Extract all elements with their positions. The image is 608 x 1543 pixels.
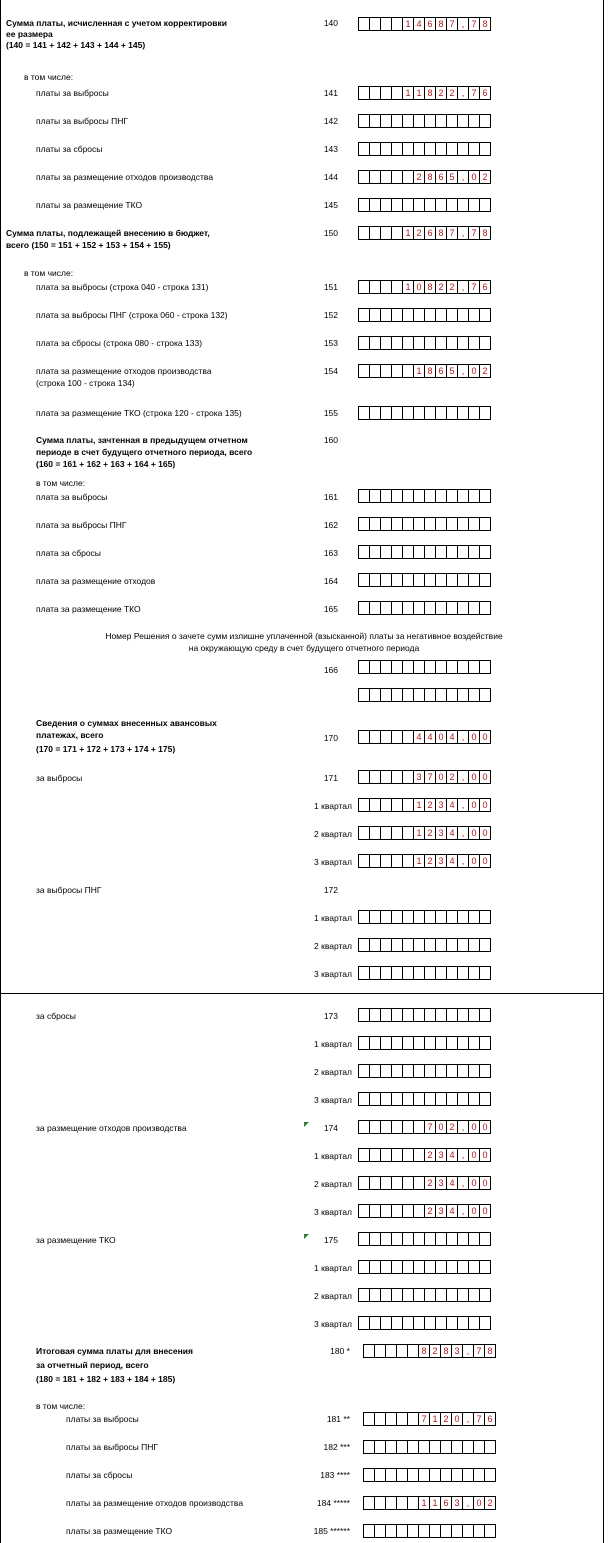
amount-field-r181[interactable] [363, 1412, 495, 1426]
digit-cell[interactable]: 2 [424, 1176, 436, 1190]
digit-cell[interactable]: 8 [424, 86, 436, 100]
line-code-r172q2: 2 квартал [314, 941, 352, 951]
line-code-r173q2: 2 квартал [314, 1067, 352, 1077]
digit-cell[interactable]: 2 [424, 1204, 436, 1218]
row-label-r154: плата за размещение отходов производства [36, 366, 212, 376]
digit-cell[interactable]: , [457, 854, 469, 868]
amount-field-r140[interactable] [358, 17, 490, 31]
digit-cell[interactable]: 0 [473, 1496, 485, 1510]
digit-cell[interactable]: 1 [413, 364, 425, 378]
amount-field-r172q2[interactable] [358, 938, 490, 952]
digit-cell[interactable]: 4 [446, 730, 458, 744]
digit-cell[interactable]: 8 [435, 17, 447, 31]
digit-cell[interactable]: 6 [435, 170, 447, 184]
amount-field-r151[interactable] [358, 280, 490, 294]
amount-field-r171q3[interactable] [358, 854, 490, 868]
page-border-left [0, 0, 1, 1543]
row-label-r151: плата за выбросы (строка 040 - строка 131) [36, 282, 209, 292]
digit-cell[interactable]: , [462, 1412, 474, 1426]
digit-cell[interactable]: 2 [435, 86, 447, 100]
row-label-r181: платы за выбросы [66, 1414, 139, 1424]
digit-cell[interactable] [479, 489, 491, 503]
line-code-r152: 152 [323, 310, 338, 320]
row-label-r142: платы за выбросы ПНГ [36, 116, 128, 126]
row-label-r172: за выбросы ПНГ [36, 885, 102, 895]
digit-cell[interactable]: 7 [424, 770, 436, 784]
amount-field-r172q3[interactable] [358, 966, 490, 980]
row-label-r164: плата за размещение отходов [36, 576, 156, 586]
row-label-r152: плата за выбросы ПНГ (строка 060 - строка 132) [36, 310, 228, 320]
line-code-r163: 163 [323, 548, 338, 558]
digit-cell[interactable]: 7 [418, 1412, 430, 1426]
line-code-r174q1: 1 квартал [314, 1151, 352, 1161]
line-code-r171q2: 2 квартал [314, 829, 352, 839]
line-code-r164: 164 [323, 576, 338, 586]
line-code-r172: 172 [323, 885, 338, 895]
line-code-r142: 142 [323, 116, 338, 126]
digit-cell[interactable]: 2 [424, 1148, 436, 1162]
digit-cell[interactable]: 8 [440, 1344, 452, 1358]
digit-cell[interactable] [479, 910, 491, 924]
digit-cell[interactable]: , [457, 770, 469, 784]
digit-cell[interactable]: 0 [468, 1204, 480, 1218]
amount-field-r154[interactable] [358, 364, 490, 378]
line-code-r141: 141 [323, 88, 338, 98]
row-label-r155: плата за размещение ТКО (строка 120 - строка 135) [36, 408, 242, 418]
row-label-r161: плата за выбросы [36, 492, 108, 502]
amount-field-r175q1[interactable] [358, 1260, 490, 1274]
row-label-r163: плата за сбросы [36, 548, 101, 558]
digit-cell[interactable]: 1 [429, 1412, 441, 1426]
digit-cell[interactable]: , [457, 280, 469, 294]
digit-cell[interactable]: 0 [468, 1120, 480, 1134]
row-label-r141: платы за выбросы [36, 88, 109, 98]
digit-cell[interactable]: 8 [424, 280, 436, 294]
digit-cell[interactable]: , [457, 1204, 469, 1218]
digit-cell[interactable]: 1 [402, 17, 414, 31]
amount-field-r145[interactable] [358, 198, 490, 212]
digit-cell[interactable]: 0 [413, 280, 425, 294]
digit-cell[interactable]: 4 [446, 1148, 458, 1162]
digit-cell[interactable]: 2 [424, 826, 436, 840]
digit-cell[interactable] [479, 1008, 491, 1022]
amount-field-r166b[interactable] [358, 688, 490, 702]
digit-cell[interactable]: , [457, 86, 469, 100]
row-label-r175: за размещение ТКО [36, 1235, 116, 1245]
amount-field-r143[interactable] [358, 142, 490, 156]
row-label-r183: платы за сбросы [66, 1470, 133, 1480]
amount-field-r163[interactable] [358, 545, 490, 559]
digit-cell[interactable]: 3 [435, 798, 447, 812]
row-label-r180: за отчетный период, всего [36, 1360, 149, 1370]
amount-field-r150[interactable] [358, 226, 490, 240]
digit-cell[interactable] [479, 142, 491, 156]
digit-cell[interactable] [479, 198, 491, 212]
line-code-r175: 175 [323, 1235, 338, 1245]
digit-cell[interactable]: 3 [451, 1344, 463, 1358]
amount-field-r171q1[interactable] [358, 798, 490, 812]
digit-cell[interactable] [479, 1288, 491, 1302]
comment-marker-175 [304, 1234, 309, 1239]
line-code-r170: 170 [323, 733, 338, 743]
row-label-r150sub: в том числе: [24, 268, 74, 278]
page-border-right [603, 0, 604, 1543]
line-code-r174q2: 2 квартал [314, 1179, 352, 1189]
digit-cell[interactable]: 0 [435, 770, 447, 784]
row-label-r143: платы за сбросы [36, 144, 103, 154]
line-code-r155: 155 [323, 408, 338, 418]
digit-cell[interactable]: 1 [402, 86, 414, 100]
amount-field-r174[interactable] [358, 1120, 490, 1134]
digit-cell[interactable]: , [457, 170, 469, 184]
amount-field-r174q1[interactable] [358, 1148, 490, 1162]
amount-field-r184[interactable] [363, 1496, 495, 1510]
digit-cell[interactable]: 7 [473, 1412, 485, 1426]
row-label-r160: (160 = 161 + 162 + 163 + 164 + 165) [36, 459, 176, 469]
digit-cell[interactable]: 2 [429, 1344, 441, 1358]
digit-cell[interactable]: 3 [435, 1204, 447, 1218]
line-code-r180: 180 * [330, 1346, 350, 1356]
digit-cell[interactable]: 4 [413, 730, 425, 744]
row-label-r173: за сбросы [36, 1011, 76, 1021]
digit-cell[interactable]: 0 [468, 798, 480, 812]
row-label-r174: за размещение отходов производства [36, 1123, 187, 1133]
amount-field-r171[interactable] [358, 770, 490, 784]
digit-cell[interactable]: 1 [402, 226, 414, 240]
digit-cell[interactable]: 2 [446, 86, 458, 100]
digit-cell[interactable]: 4 [424, 730, 436, 744]
line-code-r185: 185 ****** [313, 1526, 350, 1536]
digit-cell[interactable]: 0 [468, 770, 480, 784]
digit-cell[interactable] [484, 1468, 496, 1482]
digit-cell[interactable]: 6 [435, 364, 447, 378]
line-code-r172q3: 3 квартал [314, 969, 352, 979]
digit-cell[interactable] [479, 938, 491, 952]
line-code-r160: 160 [323, 435, 338, 445]
digit-cell[interactable]: 4 [446, 1204, 458, 1218]
digit-cell[interactable]: 1 [429, 1496, 441, 1510]
row-label-r180sub: в том числе: [36, 1401, 86, 1411]
amount-field-r173q1[interactable] [358, 1036, 490, 1050]
digit-cell[interactable]: 0 [479, 770, 491, 784]
digit-cell[interactable] [479, 406, 491, 420]
line-code-r145: 145 [323, 200, 338, 210]
digit-cell[interactable]: 6 [424, 17, 436, 31]
row-label-r182: платы за выбросы ПНГ [66, 1442, 158, 1452]
digit-cell[interactable]: 0 [479, 1148, 491, 1162]
digit-cell[interactable]: 5 [446, 364, 458, 378]
line-code-r171q1: 1 квартал [314, 801, 352, 811]
digit-cell[interactable]: 7 [473, 1344, 485, 1358]
digit-cell[interactable]: 2 [435, 280, 447, 294]
amount-field-r141[interactable] [358, 86, 490, 100]
digit-cell[interactable]: 0 [479, 798, 491, 812]
row-label-r140sub: в том числе: [24, 72, 74, 82]
row-label-r140: Сумма платы, исчисленная с учетом корректировки [6, 18, 227, 28]
digit-cell[interactable] [479, 660, 491, 674]
digit-cell[interactable]: 7 [468, 226, 480, 240]
digit-cell[interactable]: 0 [468, 170, 480, 184]
digit-cell[interactable]: , [457, 730, 469, 744]
amount-field-r170[interactable] [358, 730, 490, 744]
line-code-r165: 165 [323, 604, 338, 614]
digit-cell[interactable]: 7 [446, 226, 458, 240]
line-code-r154: 154 [323, 366, 338, 376]
digit-cell[interactable]: 7 [424, 1120, 436, 1134]
amount-field-r144[interactable] [358, 170, 490, 184]
amount-field-r165[interactable] [358, 601, 490, 615]
digit-cell[interactable]: 5 [446, 170, 458, 184]
digit-cell[interactable]: 0 [479, 1120, 491, 1134]
row-label-r150: Сумма платы, подлежащей внесению в бюджет, [6, 228, 210, 238]
digit-cell[interactable]: , [457, 826, 469, 840]
line-code-r173q1: 1 квартал [314, 1039, 352, 1049]
digit-cell[interactable]: 1 [413, 826, 425, 840]
line-code-r162: 162 [323, 520, 338, 530]
digit-cell[interactable] [479, 114, 491, 128]
digit-cell[interactable] [479, 336, 491, 350]
digit-cell[interactable]: 1 [402, 280, 414, 294]
digit-cell[interactable]: 6 [484, 1412, 496, 1426]
row-label-r160sub: в том числе: [36, 478, 86, 488]
amount-field-r171q2[interactable] [358, 826, 490, 840]
amount-field-r142[interactable] [358, 114, 490, 128]
digit-cell[interactable]: 4 [446, 1176, 458, 1190]
digit-cell[interactable]: , [457, 1120, 469, 1134]
amount-field-r174q2[interactable] [358, 1176, 490, 1190]
digit-cell[interactable] [479, 573, 491, 587]
digit-cell[interactable]: 1 [413, 798, 425, 812]
row-label-r153: плата за сбросы (строка 080 - строка 133) [36, 338, 203, 348]
line-code-r175q2: 2 квартал [314, 1291, 352, 1301]
row-label-r144: платы за размещение отходов производства [36, 172, 214, 182]
digit-cell[interactable] [479, 966, 491, 980]
row-label-r140: (140 = 141 + 142 + 143 + 144 + 145) [6, 40, 146, 50]
row-label-r150: всего (150 = 151 + 152 + 153 + 154 + 155) [6, 240, 171, 250]
digit-cell[interactable] [479, 517, 491, 531]
digit-cell[interactable]: , [457, 17, 469, 31]
line-code-r174q3: 3 квартал [314, 1207, 352, 1217]
line-code-r171q3: 3 квартал [314, 857, 352, 867]
digit-cell[interactable]: 7 [446, 17, 458, 31]
digit-cell[interactable]: 2 [479, 364, 491, 378]
digit-cell[interactable]: 0 [435, 1120, 447, 1134]
amount-field-r174q3[interactable] [358, 1204, 490, 1218]
digit-cell[interactable]: 3 [435, 1176, 447, 1190]
page-divider [0, 993, 604, 994]
amount-field-r166[interactable] [358, 660, 490, 674]
digit-cell[interactable]: 1 [413, 854, 425, 868]
line-code-r174: 174 [323, 1123, 338, 1133]
digit-cell[interactable]: 0 [479, 854, 491, 868]
digit-cell[interactable] [479, 545, 491, 559]
amount-field-r173q3[interactable] [358, 1092, 490, 1106]
digit-cell[interactable]: 3 [435, 854, 447, 868]
digit-cell[interactable]: 3 [435, 1148, 447, 1162]
digit-cell[interactable]: 2 [424, 798, 436, 812]
digit-cell[interactable] [479, 1092, 491, 1106]
digit-cell[interactable]: , [457, 226, 469, 240]
digit-cell[interactable]: , [457, 798, 469, 812]
line-code-r183: 183 **** [320, 1470, 350, 1480]
digit-cell[interactable]: 8 [424, 364, 436, 378]
digit-cell[interactable]: 6 [479, 280, 491, 294]
digit-cell[interactable]: 0 [435, 730, 447, 744]
amount-field-r173q2[interactable] [358, 1064, 490, 1078]
line-code-r173: 173 [323, 1011, 338, 1021]
digit-cell[interactable] [484, 1440, 496, 1454]
digit-cell[interactable]: 2 [484, 1496, 496, 1510]
row-label-r154: (строка 100 - строка 134) [36, 378, 135, 388]
amount-field-r162[interactable] [358, 517, 490, 531]
digit-cell[interactable]: 3 [413, 770, 425, 784]
digit-cell[interactable]: 8 [479, 226, 491, 240]
amount-field-r175q3[interactable] [358, 1316, 490, 1330]
amount-field-r183[interactable] [363, 1468, 495, 1482]
digit-cell[interactable]: 4 [446, 854, 458, 868]
digit-cell[interactable]: 6 [479, 86, 491, 100]
digit-cell[interactable]: 8 [418, 1344, 430, 1358]
row-label-r180: (180 = 181 + 182 + 183 + 184 + 185) [36, 1374, 176, 1384]
line-code-r173q3: 3 квартал [314, 1095, 352, 1105]
line-code-r175q1: 1 квартал [314, 1263, 352, 1273]
digit-cell[interactable]: 8 [424, 170, 436, 184]
amount-field-r164[interactable] [358, 573, 490, 587]
line-code-r143: 143 [323, 144, 338, 154]
digit-cell[interactable]: 2 [424, 854, 436, 868]
digit-cell[interactable] [479, 1064, 491, 1078]
digit-cell[interactable]: 0 [479, 730, 491, 744]
digit-cell[interactable]: 0 [468, 364, 480, 378]
row-label-r145: платы за размещение ТКО [36, 200, 143, 210]
row-label-r171: за выбросы [36, 773, 83, 783]
digit-cell[interactable] [479, 601, 491, 615]
digit-cell[interactable]: 6 [440, 1496, 452, 1510]
digit-cell[interactable]: 4 [446, 798, 458, 812]
row-label-r140: ее размера [6, 29, 53, 39]
line-code-r153: 153 [323, 338, 338, 348]
decision-note-line2: на окружающую среду в счет будущего отчетного периода [188, 643, 420, 653]
amount-field-r180[interactable] [363, 1344, 495, 1358]
digit-cell[interactable] [484, 1524, 496, 1538]
digit-cell[interactable]: 0 [468, 854, 480, 868]
digit-cell[interactable]: , [457, 1148, 469, 1162]
line-code-r182: 182 *** [323, 1442, 350, 1452]
digit-cell[interactable] [479, 1036, 491, 1050]
comment-marker-174 [304, 1122, 309, 1127]
line-code-r181: 181 ** [326, 1414, 350, 1424]
digit-cell[interactable]: 8 [435, 226, 447, 240]
digit-cell[interactable] [479, 1232, 491, 1246]
digit-cell[interactable]: 2 [446, 1120, 458, 1134]
digit-cell[interactable]: 7 [468, 86, 480, 100]
digit-cell[interactable] [479, 308, 491, 322]
digit-cell[interactable]: 0 [479, 1176, 491, 1190]
digit-cell[interactable]: 2 [446, 280, 458, 294]
amount-field-r182[interactable] [363, 1440, 495, 1454]
digit-cell[interactable]: 2 [413, 226, 425, 240]
digit-cell[interactable]: 7 [468, 17, 480, 31]
line-code-r140: 140 [323, 18, 338, 28]
amount-field-r161[interactable] [358, 489, 490, 503]
row-label-r180: Итоговая сумма платы для внесения [36, 1346, 193, 1356]
line-code-r161: 161 [323, 492, 338, 502]
amount-field-r175q2[interactable] [358, 1288, 490, 1302]
row-label-r185: платы за размещение ТКО [66, 1526, 173, 1536]
digit-cell[interactable] [479, 1260, 491, 1274]
line-code-r171: 171 [323, 773, 338, 783]
digit-cell[interactable] [479, 1316, 491, 1330]
digit-cell[interactable]: 4 [446, 826, 458, 840]
amount-field-r185[interactable] [363, 1524, 495, 1538]
digit-cell[interactable]: 0 [479, 826, 491, 840]
amount-field-r152[interactable] [358, 308, 490, 322]
line-code-r151: 151 [323, 282, 338, 292]
digit-cell[interactable]: 2 [413, 170, 425, 184]
digit-cell[interactable]: 3 [451, 1496, 463, 1510]
digit-cell[interactable]: 8 [479, 17, 491, 31]
digit-cell[interactable]: , [462, 1496, 474, 1510]
amount-field-r153[interactable] [358, 336, 490, 350]
digit-cell[interactable]: 2 [440, 1412, 452, 1426]
amount-field-r173[interactable] [358, 1008, 490, 1022]
digit-cell[interactable]: 2 [479, 170, 491, 184]
digit-cell[interactable]: 7 [468, 280, 480, 294]
digit-cell[interactable]: 3 [435, 826, 447, 840]
row-label-r162: плата за выбросы ПНГ [36, 520, 127, 530]
line-code-r175q3: 3 квартал [314, 1319, 352, 1329]
digit-cell[interactable]: 4 [413, 17, 425, 31]
digit-cell[interactable]: 6 [424, 226, 436, 240]
line-code-r150: 150 [323, 228, 338, 238]
digit-cell[interactable]: 0 [451, 1412, 463, 1426]
row-label-r170: (170 = 171 + 172 + 173 + 174 + 175) [36, 744, 176, 754]
decision-note-line1: Номер Решения о зачете сумм излишне уплаченной (взысканной) платы за негативное воздействие [105, 631, 503, 641]
digit-cell[interactable]: 8 [484, 1344, 496, 1358]
amount-field-r175[interactable] [358, 1232, 490, 1246]
digit-cell[interactable]: 0 [468, 1176, 480, 1190]
row-label-r170: платежах, всего [36, 730, 104, 740]
digit-cell[interactable]: 0 [468, 1148, 480, 1162]
amount-field-r155[interactable] [358, 406, 490, 420]
row-label-r165: плата за размещение ТКО [36, 604, 141, 614]
amount-field-r172q1[interactable] [358, 910, 490, 924]
line-code-r144: 144 [323, 172, 338, 182]
digit-cell[interactable]: 1 [413, 86, 425, 100]
line-code-r172q1: 1 квартал [314, 913, 352, 923]
row-label-r170: Сведения о суммах внесенных авансовых [36, 718, 217, 728]
digit-cell[interactable] [479, 688, 491, 702]
row-label-r184: платы за размещение отходов производства [66, 1498, 244, 1508]
line-code-r184: 184 ***** [316, 1498, 350, 1508]
digit-cell[interactable]: 0 [468, 826, 480, 840]
digit-cell[interactable]: 0 [468, 730, 480, 744]
row-label-r160: периоде в счет будущего отчетного периода, всего [36, 447, 253, 457]
digit-cell[interactable]: , [462, 1344, 474, 1358]
digit-cell[interactable]: , [457, 364, 469, 378]
digit-cell[interactable]: 1 [418, 1496, 430, 1510]
digit-cell[interactable]: , [457, 1176, 469, 1190]
digit-cell[interactable]: 0 [479, 1204, 491, 1218]
row-label-r160: Сумма платы, зачтенная в предыдущем отчетном [36, 435, 248, 445]
line-code-r166: 166 [323, 665, 338, 675]
digit-cell[interactable]: 2 [446, 770, 458, 784]
